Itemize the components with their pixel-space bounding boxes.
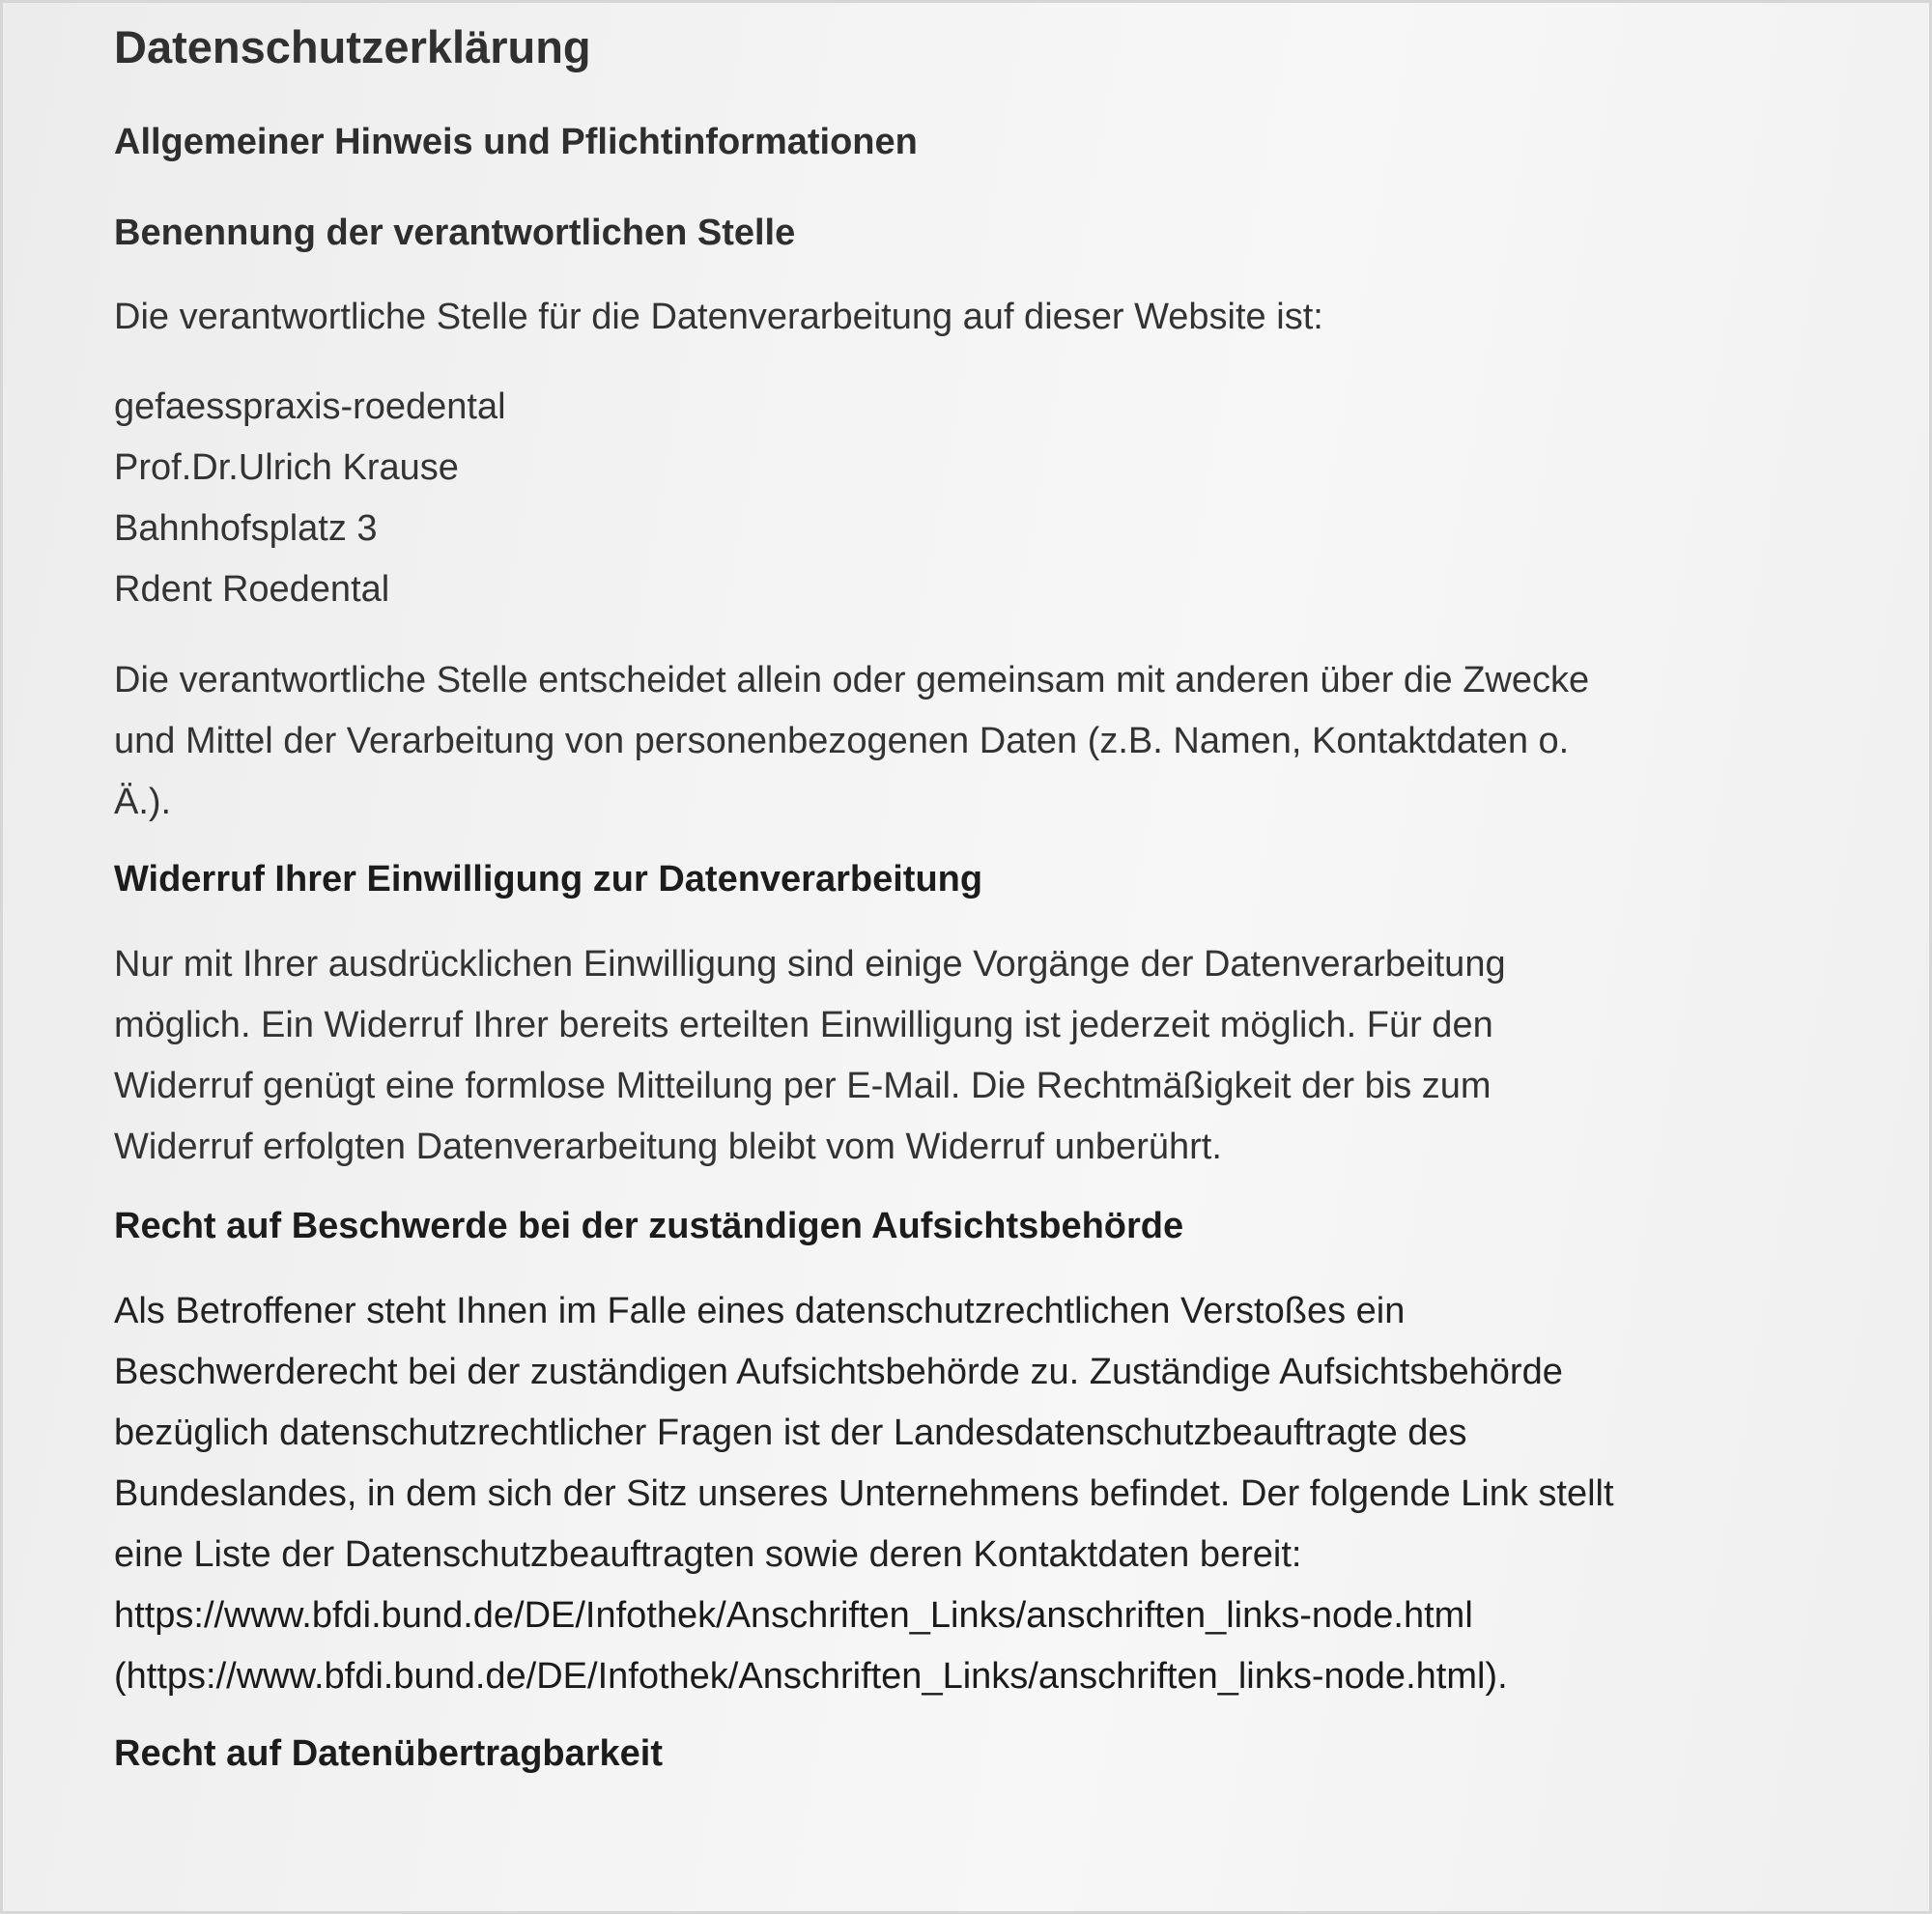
address-line-name: Prof.Dr.Ulrich Krause: [114, 447, 459, 488]
text-line: eine Liste der Datenschutzbeauftragten sowie deren Kontaktdaten bereit:: [114, 1534, 1302, 1575]
section-heading-complaint: Recht auf Beschwerde bei der zuständigen Aufsichtsbehörde: [114, 1206, 1184, 1246]
text-line: Als Betroffener steht Ihnen im Falle eines datenschutzrechtlichen Verstoßes ein: [114, 1291, 1406, 1331]
text-line: möglich. Ein Widerruf Ihrer bereits erteilten Einwilligung ist jederzeit möglich. Für den: [114, 1005, 1493, 1045]
text-line: Bundeslandes, in dem sich der Sitz unseres Unternehmens befindet. Der folgende Link stellt: [114, 1473, 1614, 1514]
text-line: Ä.).: [114, 782, 172, 822]
text-line: Beschwerderecht bei der zuständigen Aufsichtsbehörde zu. Zuständige Aufsichtsbehörde: [114, 1352, 1563, 1392]
section-heading-responsible: Benennung der verantwortlichen Stelle: [114, 213, 796, 253]
text-line: Nur mit Ihrer ausdrücklichen Einwilligung sind einige Vorgänge der Datenverarbeitung: [114, 944, 1506, 985]
responsible-intro: Die verantwortliche Stelle für die Datenverarbeitung auf dieser Website ist:: [114, 297, 1323, 337]
section-heading-revocation: Widerruf Ihrer Einwilligung zur Datenverarbeitung: [114, 859, 983, 900]
revocation-paragraph: [114, 934, 1843, 1178]
address-line-city: Rdent Roedental: [114, 569, 390, 610]
address-block: [114, 377, 1843, 620]
bfdi-link[interactable]: https://www.bfdi.bund.de/DE/Infothek/Anschriften_Links/anschriften_links-node.html: [114, 1595, 1473, 1636]
text-line: Widerruf erfolgten Datenverarbeitung bleibt vom Widerruf unberührt.: [114, 1127, 1222, 1167]
address-line-company: gefaesspraxis-roedental: [114, 386, 506, 427]
responsible-paragraph: [114, 650, 1843, 833]
text-line: Widerruf genügt eine formlose Mitteilung per E-Mail. Die Rechtmäßigkeit der bis zum: [114, 1066, 1492, 1106]
text-line: bezüglich datenschutzrechtlicher Fragen ist der Landesdatenschutzbeauftragte des: [114, 1413, 1467, 1453]
page-title: Datenschutzerklärung: [114, 21, 591, 72]
text-line: Die verantwortliche Stelle entscheidet allein oder gemeinsam mit anderen über die Zwecke: [114, 660, 1590, 700]
section-heading-portability: Recht auf Datenübertragbarkeit: [114, 1733, 664, 1774]
document-content: [114, 20, 1843, 1777]
address-line-street: Bahnhofsplatz 3: [114, 508, 378, 549]
text-line: und Mittel der Verarbeitung von personenbezogenen Daten (z.B. Namen, Kontaktdaten o.: [114, 721, 1570, 761]
complaint-paragraph: [114, 1281, 1843, 1707]
section-heading-general: Allgemeiner Hinweis und Pflichtinformationen: [114, 122, 918, 162]
bfdi-link-parenthetical[interactable]: (https://www.bfdi.bund.de/DE/Infothek/Anschriften_Links/anschriften_links-node.html).: [114, 1656, 1508, 1697]
